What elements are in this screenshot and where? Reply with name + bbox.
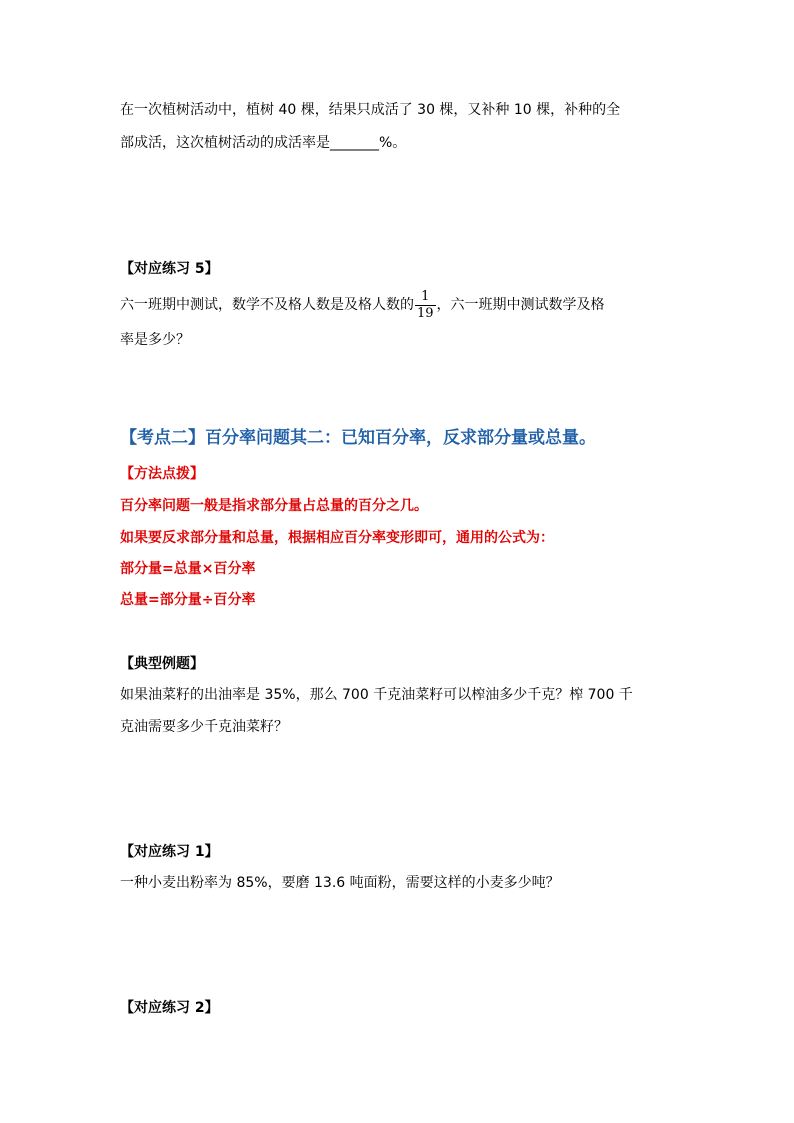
practice-1-line-1: 一种小麦出粉率为 85%，要磨 13.6 吨面粉，需要这样的小麦多少吨？: [120, 875, 560, 891]
example-line-2: 克油需要多少千克油菜籽？: [120, 719, 288, 735]
fraction: [415, 289, 436, 322]
practice-5-line-2: 率是多少？: [120, 332, 190, 348]
formula-part: 部分量=总量×百分率: [120, 561, 256, 577]
practice-5-text-after: ，六一班期中测试数学及格: [436, 297, 605, 313]
section-2-title: 【考点二】百分率问题其二：已知百分率，反求部分量或总量。: [120, 428, 596, 448]
method-line-2: 如果要反求部分量和总量，根据相应百分率变形即可，通用的公式为：: [120, 530, 554, 546]
practice-1-heading: 【对应练习 1】: [120, 844, 219, 860]
practice-5-line-1: [120, 285, 605, 325]
formula-total: 总量=部分量÷百分率: [120, 592, 256, 608]
fraction-numerator: 1: [415, 289, 436, 306]
plant-problem-line-1: 在一次植树活动中，植树 40 棵，结果只成活了 30 棵，又补种 10 棵，补种的全: [120, 102, 621, 118]
practice-2-heading: 【对应练习 2】: [120, 1000, 219, 1016]
method-heading: 【方法点拨】: [120, 466, 204, 482]
plant-problem-line-2: 部成活，这次植树活动的成活率是_______%。: [120, 135, 407, 151]
fraction-denominator: 19: [417, 305, 434, 321]
practice-5-heading: 【对应练习 5】: [120, 261, 219, 277]
method-line-1: 百分率问题一般是指求部分量占总量的百分之几。: [120, 498, 428, 514]
example-heading: 【典型例题】: [120, 656, 204, 672]
practice-5-text-before: 六一班期中测试，数学不及格人数是及格人数的: [120, 297, 414, 313]
example-line-1: 如果油菜籽的出油率是 35%，那么 700 千克油菜籽可以榨油多少千克？榨 700 千: [120, 687, 633, 703]
